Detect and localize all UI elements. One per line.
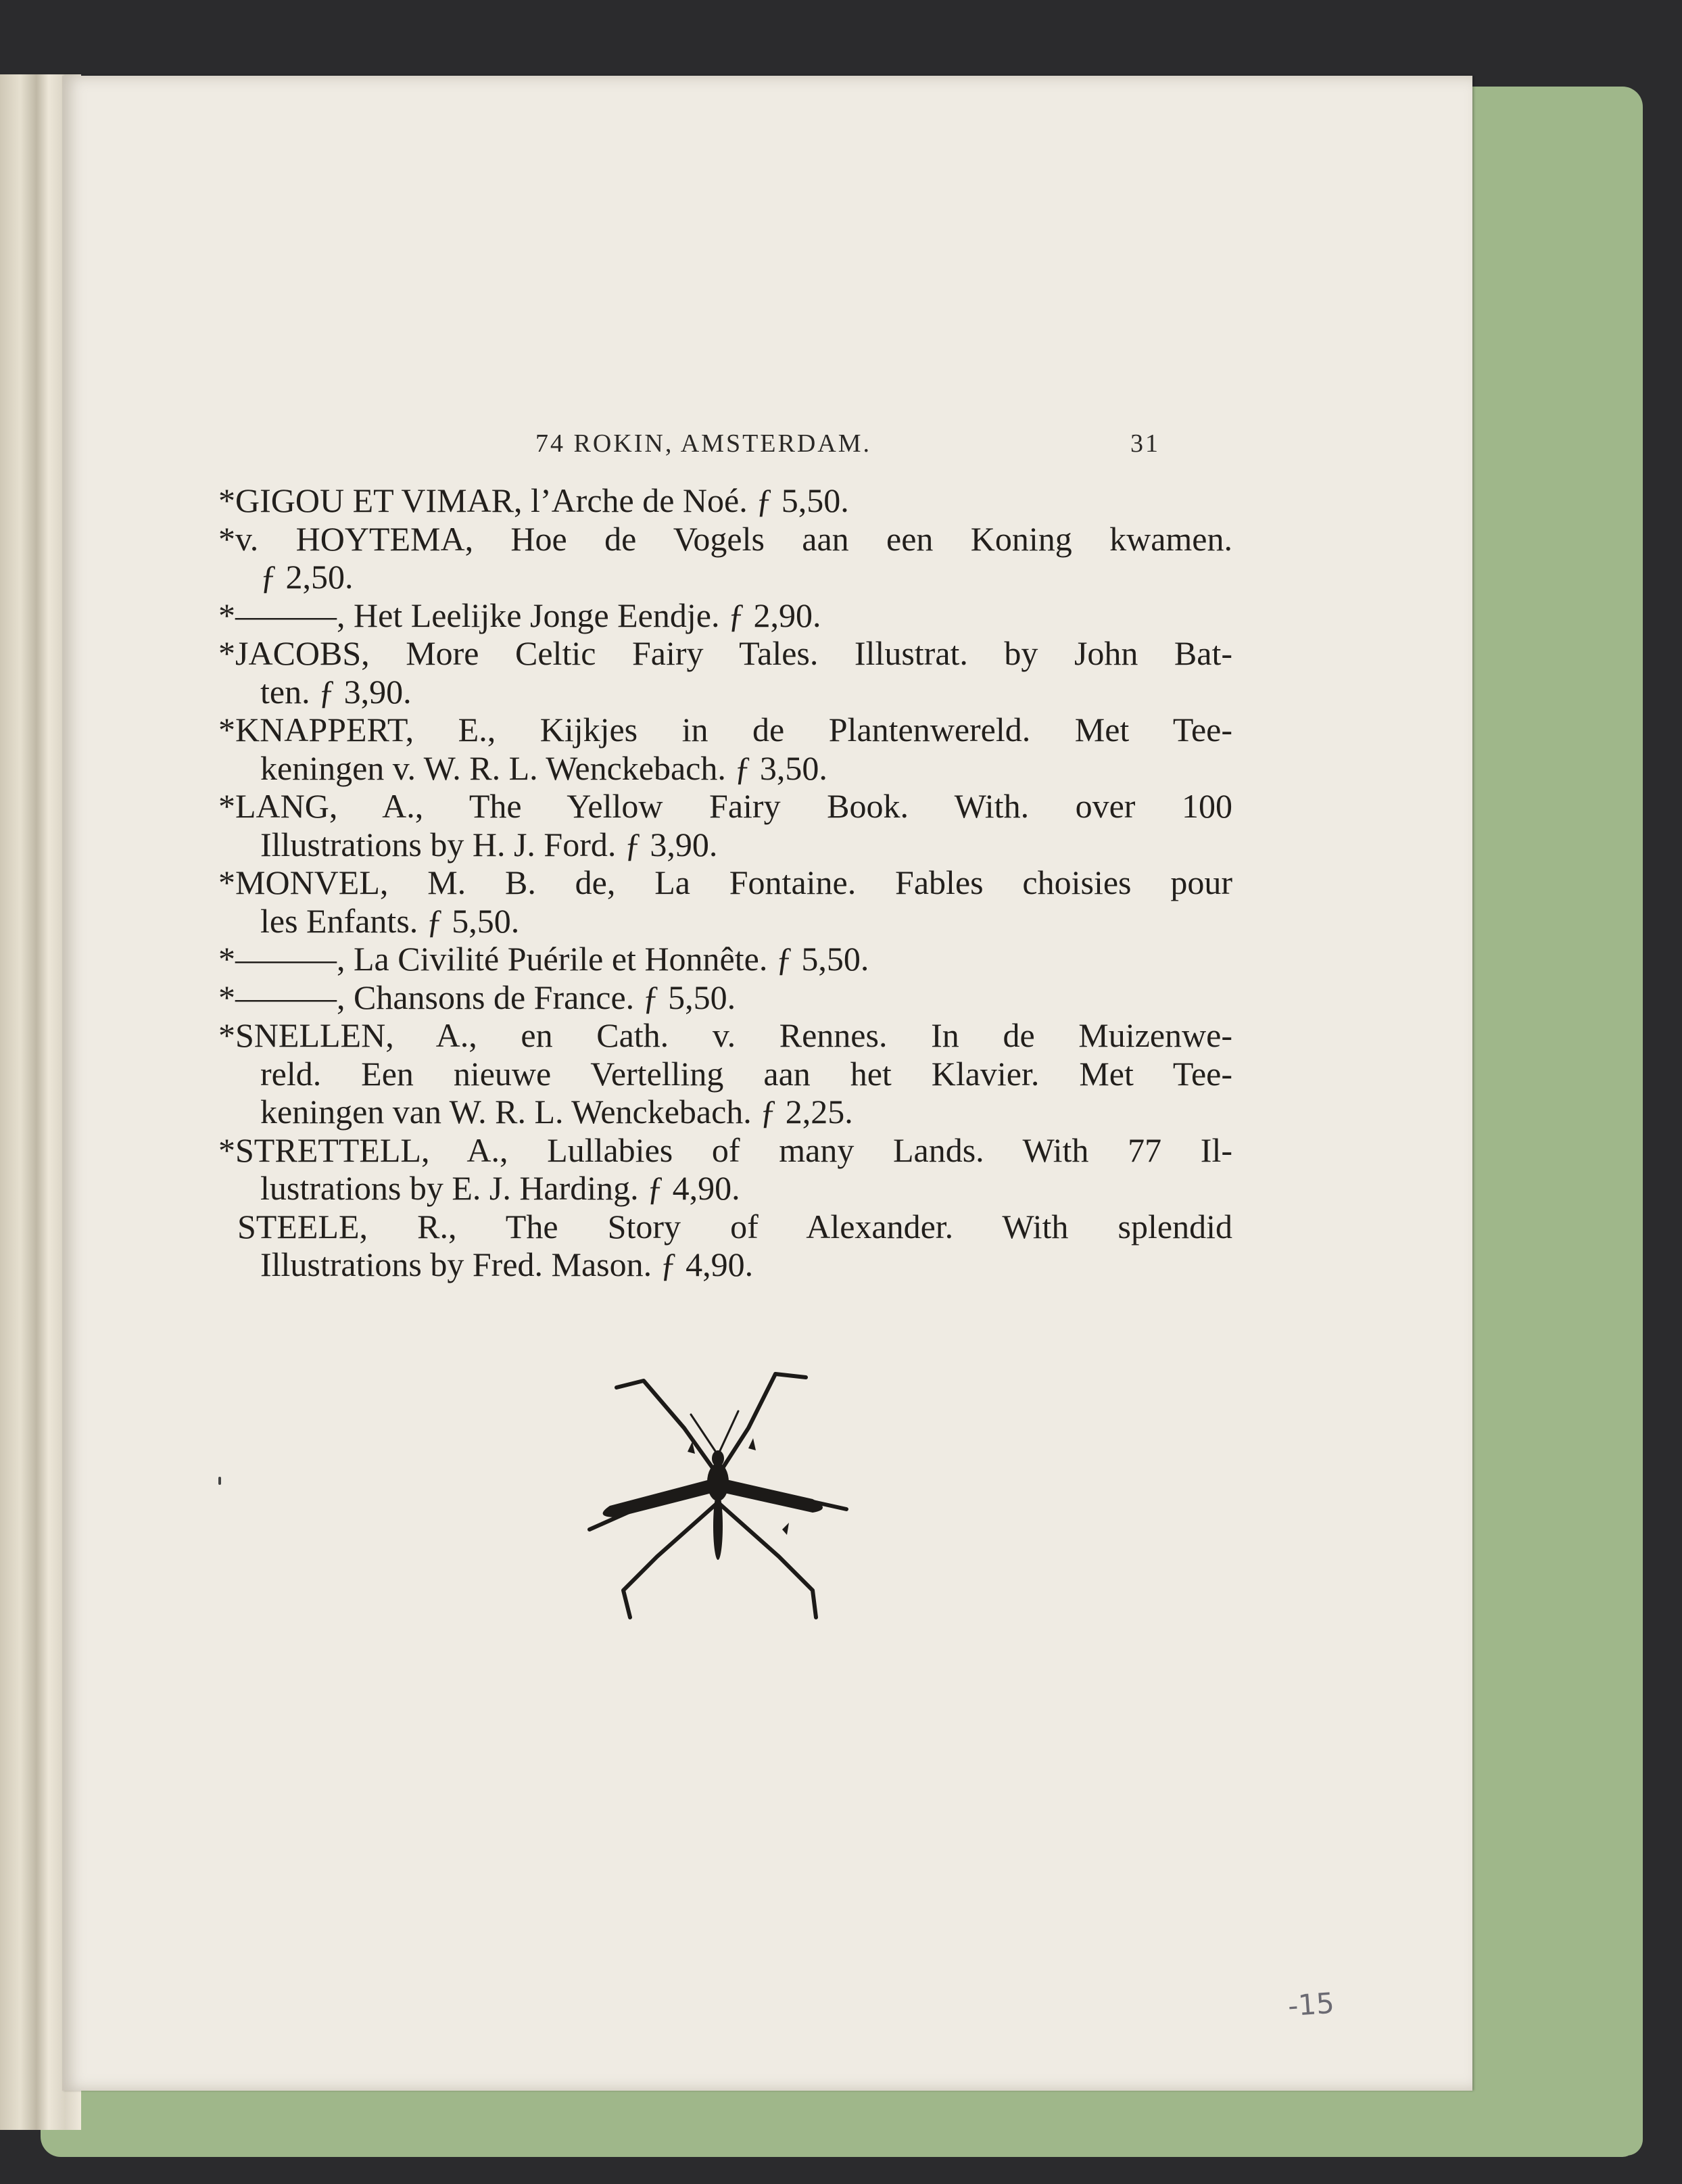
entry-line: *———, Chansons de France. ƒ 5,50. xyxy=(218,978,736,1016)
catalogue-entry xyxy=(218,863,1232,940)
entry-line: *LANG, A., The Yellow Fairy Book. With. over 100 xyxy=(218,787,1232,825)
entry-line: *STRETTELL, A., Lullabies of many Lands. With 77 Il- xyxy=(218,1131,1232,1169)
ink-speck xyxy=(218,1477,221,1485)
catalogue-entry xyxy=(218,520,1232,596)
running-head-text: 74 ROKIN, AMSTERDAM. xyxy=(535,429,872,458)
entry-line: *———, Het Leelijke Jonge Eendje. ƒ 2,90. xyxy=(218,596,821,634)
entry-line: *v. HOYTEMA, Hoe de Vogels aan een Koning kwamen. xyxy=(218,519,1232,558)
catalogue-entry xyxy=(218,1131,1232,1208)
pencil-annotation: -15 xyxy=(1287,1986,1336,2023)
entry-line: *SNELLEN, A., en Cath. v. Rennes. In de Muizenwe- xyxy=(218,1016,1232,1054)
catalogue-entry xyxy=(218,711,1232,787)
catalogue-entry xyxy=(218,1016,1232,1131)
entry-line: *JACOBS, More Celtic Fairy Tales. Illustrat. by John Bat- xyxy=(218,634,1232,672)
entry-line: keningen v. W. R. L. Wenckebach. ƒ 3,50. xyxy=(260,749,827,787)
catalogue-entries xyxy=(218,481,1232,1284)
entry-line: STEELE, R., The Story of Alexander. With splendid xyxy=(237,1207,1232,1245)
entry-line: *MONVEL, M. B. de, La Fontaine. Fables choisies pour xyxy=(218,863,1232,901)
entry-line: Illustrations by Fred. Mason. ƒ 4,90. xyxy=(260,1245,754,1283)
catalogue-entry xyxy=(218,481,1232,520)
entry-line: reld. Een nieuwe Vertelling aan het Klavier. Met Tee- xyxy=(260,1054,1232,1093)
entry-line: keningen van W. R. L. Wenckebach. ƒ 2,25. xyxy=(260,1093,853,1131)
catalogue-entry xyxy=(218,634,1232,711)
insect-illustration xyxy=(515,1340,921,1638)
catalogue-entry xyxy=(218,596,1232,635)
entry-line: *———, La Civilité Puérile et Honnête. ƒ 5,50. xyxy=(218,940,869,978)
page-number: 31 xyxy=(1130,429,1160,458)
catalogue-entry xyxy=(218,1208,1232,1284)
entry-line: lustrations by E. J. Harding. ƒ 4,90. xyxy=(260,1169,740,1207)
catalogue-entry xyxy=(218,787,1232,863)
book-page xyxy=(62,76,1472,2091)
entry-line: *GIGOU ET VIMAR, l’Arche de Noé. ƒ 5,50. xyxy=(218,481,849,519)
entry-line: ten. ƒ 3,90. xyxy=(260,672,412,711)
catalogue-entry xyxy=(218,978,1232,1017)
entry-line: *KNAPPERT, E., Kijkjes in de Plantenwereld. Met Tee- xyxy=(218,711,1232,749)
entry-line: ƒ 2,50. xyxy=(260,558,354,596)
entry-line: les Enfants. ƒ 5,50. xyxy=(260,901,520,940)
entry-line: Illustrations by H. J. Ford. ƒ 3,90. xyxy=(260,825,718,863)
catalogue-entry xyxy=(218,940,1232,978)
